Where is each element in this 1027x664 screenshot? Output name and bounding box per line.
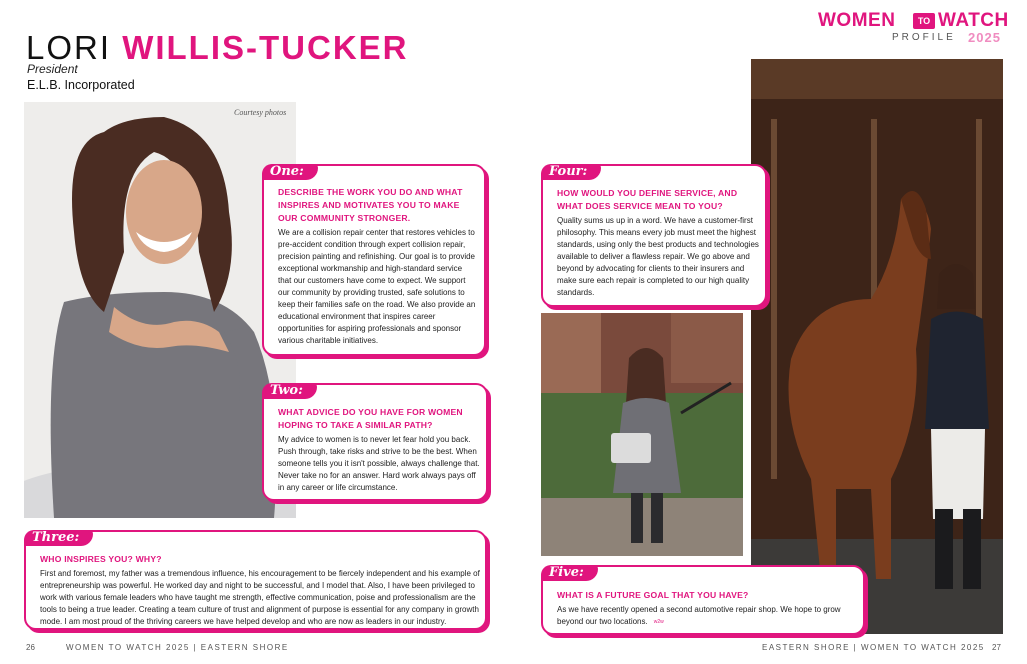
answer-one-text: We are a collision repair center that restores vehicles to pre-accident condition through expert collision repair, precision painting and refinishing. Our goal is to provide exceptional workmanship and high-standard service that our customers have come to expect. We support our community by providing trusted, safe solutions to keep their families safe on the road. We also provide an educational environment that inspires career opportunities for aspiring professionals and sponsor various charitable initiatives. bbox=[278, 228, 476, 345]
answer-five-wrap bbox=[557, 604, 857, 628]
outdoor-photo bbox=[541, 313, 743, 556]
section-five-label: Five: bbox=[541, 565, 598, 581]
answer-five-text: As we have recently opened a second automotive repair shop. We hope to grow beyond our two locations. bbox=[557, 605, 841, 627]
portrait-photo bbox=[24, 102, 296, 518]
logo-profile: PROFILE bbox=[892, 32, 956, 43]
question-one-box bbox=[262, 164, 486, 356]
right-footer-text: EASTERN SHORE | WOMEN TO WATCH 2025 bbox=[762, 643, 985, 652]
section-three-label: Three: bbox=[24, 530, 93, 546]
outdoor-illustration bbox=[541, 313, 743, 556]
question-three-text: WHO INSPIRES YOU? WHY? bbox=[40, 554, 162, 564]
left-footer-text: WOMEN TO WATCH 2025 | EASTERN SHORE bbox=[66, 643, 289, 652]
logo-to: TO bbox=[913, 13, 935, 29]
question-four-box bbox=[541, 164, 767, 307]
women-to-watch-logo bbox=[818, 10, 1009, 48]
profile-name bbox=[26, 30, 409, 66]
section-one-label: One: bbox=[262, 164, 318, 180]
job-title: President bbox=[27, 62, 78, 76]
logo-year: 2025 bbox=[968, 30, 1001, 45]
portrait-illustration bbox=[24, 102, 296, 518]
question-three-box bbox=[24, 530, 487, 630]
question-two-text: WHAT ADVICE DO YOU HAVE FOR WOMEN HOPING TO TAKE A SIMILAR PATH? bbox=[278, 407, 463, 430]
first-name: LORI bbox=[26, 29, 112, 66]
question-five-text: WHAT IS A FUTURE GOAL THAT YOU HAVE? bbox=[557, 590, 749, 600]
end-mark: w2w bbox=[653, 619, 664, 625]
section-two-label: Two: bbox=[262, 383, 317, 399]
courtesy-credit: Courtesy photos bbox=[234, 108, 287, 117]
question-one-text: DESCRIBE THE WORK YOU DO AND WHAT INSPIRES AND MOTIVATES YOU TO MAKE OUR COMMUNITY STRONGER. bbox=[278, 187, 463, 223]
logo-watch: WATCH bbox=[938, 10, 1009, 31]
logo-women: WOMEN bbox=[818, 10, 896, 31]
question-four-text: HOW WOULD YOU DEFINE SERVICE, AND WHAT DOES SERVICE MEAN TO YOU? bbox=[557, 188, 738, 211]
answer-three-text: First and foremost, my father was a tremendous influence, his encouragement to be fiercely independent and his example of entrepreneurship was powerful. He worked day and night to be successful, and I model that. Also, I have been privileged to work with various female leaders who have taught me strength, effective communication, poise and professionalism are the tools to being a true leader. Creating a team culture of trust and alignment of purpose is essential for any company in growth mode. I am most proud of the thriving careers we have helped develop and who are now as leaders in our industry. bbox=[40, 569, 480, 626]
horse-illustration bbox=[751, 59, 1003, 634]
answer-four-text: Quality sums us up in a word. We have a customer-first philosophy. This means every job must meet the highest standards, using only the best products and technologies available to deliver a flawless repair. We go above and beyond by advocating for clients to their insurers and make sure each repair is completed to our high quality standards. bbox=[557, 216, 759, 297]
last-name: WILLIS-TUCKER bbox=[122, 29, 409, 66]
left-page-number: 26 bbox=[26, 643, 35, 652]
question-two-box bbox=[262, 383, 488, 501]
right-page-number: 27 bbox=[992, 643, 1001, 652]
horse-photo bbox=[751, 59, 1003, 634]
section-four-label: Four: bbox=[541, 164, 601, 180]
answer-two-text: My advice to women is to never let fear hold you back. Push through, take risks and strive to be the best. When someone tells you it isn't possible, always challenge that. Never take no for an answer. Hard work always pays off in any career or life circumstance. bbox=[278, 435, 480, 492]
question-five-box bbox=[541, 565, 865, 635]
company-name: E.L.B. Incorporated bbox=[27, 78, 135, 92]
